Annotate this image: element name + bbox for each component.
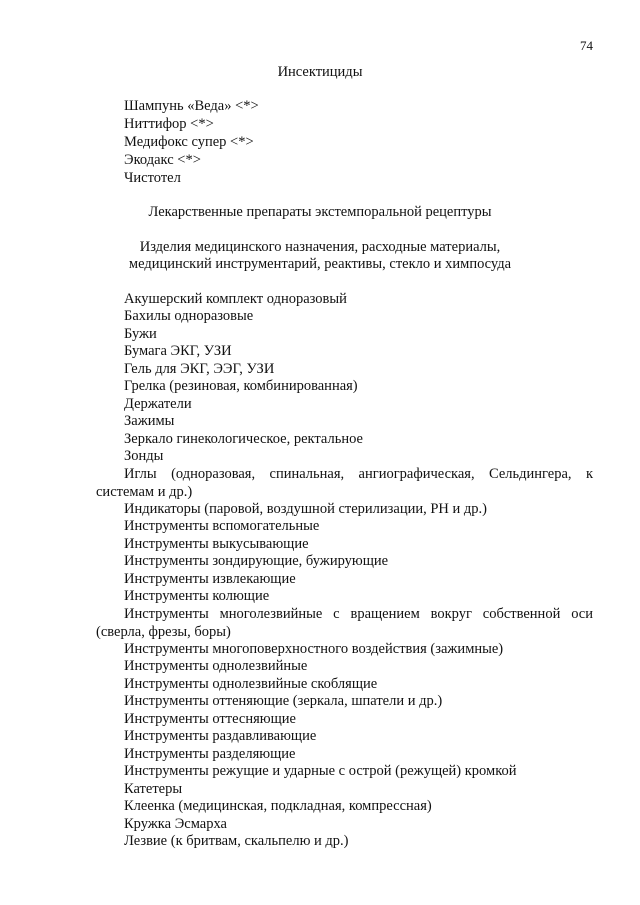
list-item: Держатели [124,396,192,412]
page-number: 74 [580,38,593,53]
list-item-wrapped: Иглы (одноразовая, спинальная, ангиографическая, Сельдингера, к системам и др.) [96,466,593,500]
list-item: Кружка Эсмарха [124,816,227,832]
list-item: Грелка (резиновая, комбинированная) [124,378,358,394]
list-item: Шампунь «Веда» <*> [124,98,259,114]
list-item: Бумага ЭКГ, УЗИ [124,343,232,359]
list-item: Инструменты однолезвийные [124,658,308,674]
list-item: Катетеры [124,781,183,797]
list-item: Индикаторы (паровой, воздушной стерилизации, PH и др.) [124,501,487,517]
section-title-extemporal: Лекарственные препараты экстемпоральной рецептуры [148,204,492,220]
list-item: Бахилы одноразовые [124,308,254,324]
section-title-devices-line2: медицинский инструментарий, реактивы, стекло и химпосуда [128,256,512,272]
list-item: Инструменты однолезвийные скоблящие [124,676,378,692]
list-item: Бужи [124,326,157,342]
list-item: Зонды [124,448,164,464]
list-item: Инструменты раздавливающие [124,728,317,744]
list-item: Инструменты многоповерхностного воздействия (зажимные) [124,641,504,657]
list-item: Инструменты разделяющие [124,746,296,762]
list-item: Ниттифор <*> [124,116,214,132]
list-item: Инструменты вспомогательные [124,518,320,534]
list-item: Инструменты оттесняющие [124,711,296,727]
list-item: Клеенка (медицинская, подкладная, компрессная) [124,798,432,814]
list-item: Инструменты режущие и ударные с острой (режущей) кромкой [124,763,517,779]
list-item: Медифокс супер <*> [124,134,254,150]
list-item: Инструменты выкусывающие [124,536,309,552]
list-item: Зеркало гинекологическое, ректальное [124,431,363,447]
list-item: Инструменты извлекающие [124,571,296,587]
list-item: Акушерский комплект одноразовый [124,291,347,307]
list-item: Лезвие (к бритвам, скальпелю и др.) [124,833,349,849]
list-item: Гель для ЭКГ, ЭЭГ, УЗИ [124,361,275,377]
list-item: Зажимы [124,413,175,429]
section-title-devices-line1: Изделия медицинского назначения, расходные материалы, [139,239,501,255]
list-item: Экодакс <*> [124,152,201,168]
list-item-wrapped: Инструменты многолезвийные с вращением вокруг собственной оси (сверла, фрезы, боры) [96,606,593,640]
list-item: Чистотел [124,170,181,186]
list-item: Инструменты зондирующие, бужирующие [124,553,389,569]
section-title-insecticides: Инсектициды [277,64,363,80]
list-item: Инструменты оттеняющие (зеркала, шпатели и др.) [124,693,443,709]
list-item: Инструменты колющие [124,588,270,604]
